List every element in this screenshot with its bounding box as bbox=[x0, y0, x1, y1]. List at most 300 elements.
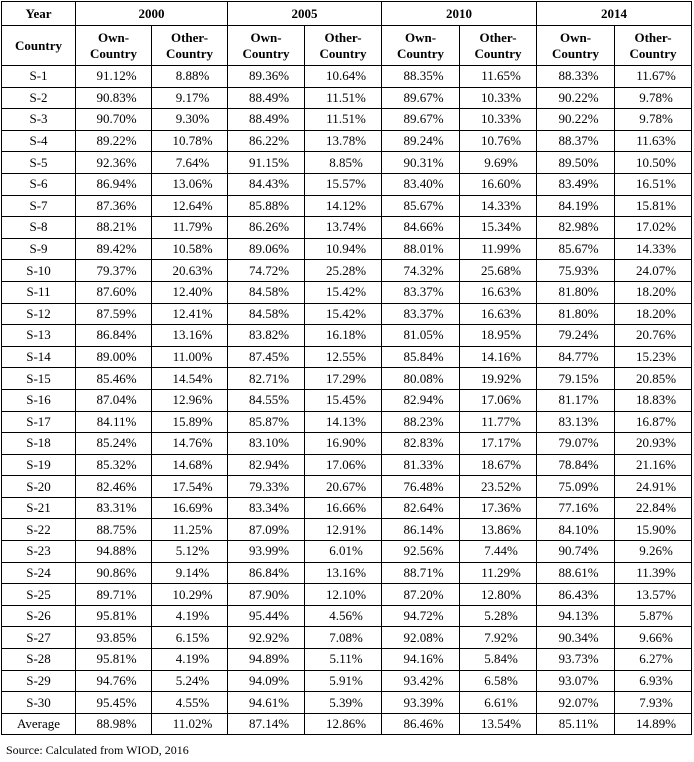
own-country-value: 83.82% bbox=[228, 325, 305, 347]
own-country-value: 83.31% bbox=[76, 497, 152, 519]
other-country-value: 17.06% bbox=[460, 389, 537, 411]
other-country-value: 11.00% bbox=[152, 346, 228, 368]
other-country-value: 10.78% bbox=[152, 130, 228, 152]
other-country-value: 17.29% bbox=[305, 368, 382, 390]
other-country-value: 12.80% bbox=[460, 584, 537, 606]
other-country-value: 10.64% bbox=[305, 66, 382, 88]
country-cell: S-30 bbox=[2, 692, 76, 714]
own-country-value: 82.64% bbox=[382, 497, 460, 519]
own-country-value: 89.00% bbox=[76, 346, 152, 368]
table-row bbox=[2, 605, 692, 627]
own-country-value: 83.37% bbox=[382, 281, 460, 303]
own-country-value: 84.11% bbox=[76, 411, 152, 433]
own-country-value: 83.10% bbox=[228, 433, 305, 455]
other-country-value: 17.17% bbox=[460, 433, 537, 455]
other-country-value: 17.02% bbox=[615, 217, 692, 239]
other-country-value: 16.66% bbox=[305, 497, 382, 519]
own-country-value: 79.15% bbox=[537, 368, 615, 390]
own-country-value: 79.24% bbox=[537, 325, 615, 347]
own-country-header: Own- Country bbox=[382, 26, 460, 66]
source-note: Source: Calculated from WIOD, 2016 bbox=[6, 743, 189, 757]
other-country-value: 12.91% bbox=[305, 519, 382, 541]
own-country-value: 86.43% bbox=[537, 584, 615, 606]
own-country-value: 89.42% bbox=[76, 238, 152, 260]
other-country-value: 15.42% bbox=[305, 281, 382, 303]
other-country-value: 7.92% bbox=[460, 627, 537, 649]
other-country-value: 9.14% bbox=[152, 562, 228, 584]
country-cell: S-1 bbox=[2, 66, 76, 88]
other-country-value: 23.52% bbox=[460, 476, 537, 498]
other-country-value: 12.40% bbox=[152, 281, 228, 303]
other-country-value: 20.93% bbox=[615, 433, 692, 455]
other-country-value: 12.10% bbox=[305, 584, 382, 606]
table-row bbox=[2, 497, 692, 519]
country-cell: S-11 bbox=[2, 281, 76, 303]
own-country-value: 92.36% bbox=[76, 152, 152, 174]
other-country-value: 13.57% bbox=[615, 584, 692, 606]
other-country-value: 17.54% bbox=[152, 476, 228, 498]
other-country-value: 6.15% bbox=[152, 627, 228, 649]
own-country-value: 90.86% bbox=[76, 562, 152, 584]
table-body bbox=[2, 66, 692, 735]
own-country-value: 88.61% bbox=[537, 562, 615, 584]
own-country-value: 85.24% bbox=[76, 433, 152, 455]
own-country-value: 84.43% bbox=[228, 173, 305, 195]
own-country-value: 87.20% bbox=[382, 584, 460, 606]
own-country-value: 84.19% bbox=[537, 195, 615, 217]
other-country-value: 20.67% bbox=[305, 476, 382, 498]
own-country-value: 81.17% bbox=[537, 389, 615, 411]
other-country-value: 14.12% bbox=[305, 195, 382, 217]
table-row bbox=[2, 519, 692, 541]
own-country-value: 87.36% bbox=[76, 195, 152, 217]
own-country-value: 87.45% bbox=[228, 346, 305, 368]
other-country-value: 20.76% bbox=[615, 325, 692, 347]
country-cell: S-12 bbox=[2, 303, 76, 325]
other-country-value: 6.61% bbox=[460, 692, 537, 714]
other-country-value: 13.06% bbox=[152, 173, 228, 195]
other-country-value: 11.39% bbox=[615, 562, 692, 584]
table-row bbox=[2, 66, 692, 88]
own-country-value: 93.42% bbox=[382, 670, 460, 692]
own-country-value: 87.14% bbox=[228, 713, 305, 735]
country-cell: S-20 bbox=[2, 476, 76, 498]
table-row bbox=[2, 109, 692, 131]
other-country-value: 15.81% bbox=[615, 195, 692, 217]
other-country-value: 15.89% bbox=[152, 411, 228, 433]
other-country-value: 14.33% bbox=[460, 195, 537, 217]
data-table bbox=[1, 1, 692, 735]
own-country-value: 88.98% bbox=[76, 713, 152, 735]
other-country-value: 14.54% bbox=[152, 368, 228, 390]
other-country-value: 11.67% bbox=[615, 66, 692, 88]
own-country-value: 83.49% bbox=[537, 173, 615, 195]
own-country-value: 93.99% bbox=[228, 541, 305, 563]
own-country-value: 90.74% bbox=[537, 541, 615, 563]
own-country-value: 88.37% bbox=[537, 130, 615, 152]
own-country-value: 85.67% bbox=[382, 195, 460, 217]
country-cell: S-4 bbox=[2, 130, 76, 152]
own-country-value: 87.90% bbox=[228, 584, 305, 606]
other-country-value: 15.23% bbox=[615, 346, 692, 368]
other-country-value: 11.25% bbox=[152, 519, 228, 541]
other-country-value: 6.93% bbox=[615, 670, 692, 692]
other-country-value: 11.99% bbox=[460, 238, 537, 260]
own-country-value: 89.22% bbox=[76, 130, 152, 152]
own-country-value: 82.46% bbox=[76, 476, 152, 498]
other-country-value: 16.90% bbox=[305, 433, 382, 455]
own-country-value: 94.89% bbox=[228, 649, 305, 671]
other-country-value: 12.86% bbox=[305, 713, 382, 735]
country-cell: S-21 bbox=[2, 497, 76, 519]
other-country-value: 16.60% bbox=[460, 173, 537, 195]
other-country-value: 9.17% bbox=[152, 87, 228, 109]
other-country-value: 9.26% bbox=[615, 541, 692, 563]
own-country-value: 86.22% bbox=[228, 130, 305, 152]
own-country-value: 80.08% bbox=[382, 368, 460, 390]
other-country-value: 11.79% bbox=[152, 217, 228, 239]
table-row bbox=[2, 476, 692, 498]
other-country-value: 7.44% bbox=[460, 541, 537, 563]
own-country-value: 88.33% bbox=[537, 66, 615, 88]
own-country-value: 85.11% bbox=[537, 713, 615, 735]
country-cell: S-5 bbox=[2, 152, 76, 174]
other-country-value: 15.90% bbox=[615, 519, 692, 541]
other-country-value: 15.45% bbox=[305, 389, 382, 411]
country-cell: S-18 bbox=[2, 433, 76, 455]
other-country-value: 20.63% bbox=[152, 260, 228, 282]
other-country-value: 25.68% bbox=[460, 260, 537, 282]
own-country-value: 83.13% bbox=[537, 411, 615, 433]
other-country-value: 13.86% bbox=[460, 519, 537, 541]
own-country-value: 83.40% bbox=[382, 173, 460, 195]
own-country-value: 93.39% bbox=[382, 692, 460, 714]
table-row bbox=[2, 649, 692, 671]
own-country-header: Own- Country bbox=[537, 26, 615, 66]
country-cell: S-26 bbox=[2, 605, 76, 627]
own-country-value: 75.93% bbox=[537, 260, 615, 282]
other-country-value: 8.88% bbox=[152, 66, 228, 88]
own-country-value: 87.04% bbox=[76, 389, 152, 411]
own-country-value: 89.36% bbox=[228, 66, 305, 88]
country-label: Country bbox=[2, 26, 76, 66]
own-country-value: 75.09% bbox=[537, 476, 615, 498]
other-country-value: 18.20% bbox=[615, 303, 692, 325]
own-country-value: 90.70% bbox=[76, 109, 152, 131]
own-country-value: 85.88% bbox=[228, 195, 305, 217]
own-country-value: 82.71% bbox=[228, 368, 305, 390]
other-country-value: 14.13% bbox=[305, 411, 382, 433]
own-country-value: 82.94% bbox=[382, 389, 460, 411]
own-country-value: 89.06% bbox=[228, 238, 305, 260]
other-country-value: 9.30% bbox=[152, 109, 228, 131]
other-country-value: 11.77% bbox=[460, 411, 537, 433]
own-country-value: 85.87% bbox=[228, 411, 305, 433]
other-country-value: 18.67% bbox=[460, 454, 537, 476]
own-country-value: 89.67% bbox=[382, 87, 460, 109]
own-country-value: 94.72% bbox=[382, 605, 460, 627]
own-country-value: 95.45% bbox=[76, 692, 152, 714]
other-country-value: 24.07% bbox=[615, 260, 692, 282]
own-country-value: 86.26% bbox=[228, 217, 305, 239]
own-country-value: 93.07% bbox=[537, 670, 615, 692]
own-country-value: 93.85% bbox=[76, 627, 152, 649]
own-country-value: 94.61% bbox=[228, 692, 305, 714]
own-country-value: 95.44% bbox=[228, 605, 305, 627]
own-country-value: 84.10% bbox=[537, 519, 615, 541]
other-country-value: 14.16% bbox=[460, 346, 537, 368]
table-row bbox=[2, 152, 692, 174]
average-row bbox=[2, 713, 692, 735]
country-cell: S-24 bbox=[2, 562, 76, 584]
own-country-header: Own- Country bbox=[228, 26, 305, 66]
other-country-value: 11.02% bbox=[152, 713, 228, 735]
own-country-value: 94.16% bbox=[382, 649, 460, 671]
other-country-value: 10.50% bbox=[615, 152, 692, 174]
own-country-value: 84.66% bbox=[382, 217, 460, 239]
own-country-value: 85.32% bbox=[76, 454, 152, 476]
own-country-value: 82.98% bbox=[537, 217, 615, 239]
other-country-value: 10.33% bbox=[460, 109, 537, 131]
other-country-value: 11.51% bbox=[305, 87, 382, 109]
country-cell: S-23 bbox=[2, 541, 76, 563]
own-country-value: 81.80% bbox=[537, 303, 615, 325]
other-country-value: 15.42% bbox=[305, 303, 382, 325]
other-country-value: 6.58% bbox=[460, 670, 537, 692]
own-country-value: 95.81% bbox=[76, 649, 152, 671]
table-row bbox=[2, 195, 692, 217]
year-header: 2014 bbox=[537, 2, 692, 26]
other-country-value: 9.66% bbox=[615, 627, 692, 649]
other-country-value: 24.91% bbox=[615, 476, 692, 498]
other-country-value: 10.94% bbox=[305, 238, 382, 260]
own-country-value: 92.08% bbox=[382, 627, 460, 649]
own-country-value: 76.48% bbox=[382, 476, 460, 498]
other-country-value: 11.51% bbox=[305, 109, 382, 131]
other-country-value: 13.54% bbox=[460, 713, 537, 735]
other-country-value: 5.84% bbox=[460, 649, 537, 671]
other-country-value: 5.39% bbox=[305, 692, 382, 714]
other-country-value: 15.57% bbox=[305, 173, 382, 195]
table-row bbox=[2, 541, 692, 563]
other-country-value: 13.16% bbox=[305, 562, 382, 584]
own-country-value: 86.94% bbox=[76, 173, 152, 195]
other-country-value: 14.33% bbox=[615, 238, 692, 260]
other-country-value: 20.85% bbox=[615, 368, 692, 390]
own-country-value: 89.50% bbox=[537, 152, 615, 174]
own-country-value: 92.56% bbox=[382, 541, 460, 563]
other-country-value: 14.89% bbox=[615, 713, 692, 735]
table-row bbox=[2, 433, 692, 455]
own-country-value: 90.22% bbox=[537, 87, 615, 109]
table-row bbox=[2, 670, 692, 692]
other-country-value: 14.76% bbox=[152, 433, 228, 455]
own-country-value: 81.33% bbox=[382, 454, 460, 476]
own-country-value: 92.92% bbox=[228, 627, 305, 649]
own-country-value: 83.34% bbox=[228, 497, 305, 519]
own-country-value: 81.80% bbox=[537, 281, 615, 303]
other-country-value: 11.29% bbox=[460, 562, 537, 584]
own-country-value: 79.37% bbox=[76, 260, 152, 282]
country-cell: S-13 bbox=[2, 325, 76, 347]
other-country-value: 12.64% bbox=[152, 195, 228, 217]
country-cell: S-7 bbox=[2, 195, 76, 217]
other-country-value: 5.91% bbox=[305, 670, 382, 692]
other-country-header: Other- Country bbox=[152, 26, 228, 66]
header-row-years bbox=[2, 2, 692, 26]
table-row bbox=[2, 130, 692, 152]
country-cell: S-2 bbox=[2, 87, 76, 109]
table-row bbox=[2, 238, 692, 260]
other-country-value: 16.51% bbox=[615, 173, 692, 195]
own-country-value: 90.22% bbox=[537, 109, 615, 131]
country-cell: S-27 bbox=[2, 627, 76, 649]
country-cell: S-8 bbox=[2, 217, 76, 239]
year-header: 2000 bbox=[76, 2, 228, 26]
own-country-header: Own- Country bbox=[76, 26, 152, 66]
own-country-value: 87.09% bbox=[228, 519, 305, 541]
other-country-value: 4.19% bbox=[152, 649, 228, 671]
other-country-value: 16.63% bbox=[460, 303, 537, 325]
own-country-value: 81.05% bbox=[382, 325, 460, 347]
other-country-value: 12.96% bbox=[152, 389, 228, 411]
own-country-value: 88.23% bbox=[382, 411, 460, 433]
own-country-value: 89.71% bbox=[76, 584, 152, 606]
own-country-value: 84.58% bbox=[228, 281, 305, 303]
other-country-header: Other- Country bbox=[460, 26, 537, 66]
own-country-value: 88.49% bbox=[228, 87, 305, 109]
own-country-value: 90.31% bbox=[382, 152, 460, 174]
own-country-value: 90.83% bbox=[76, 87, 152, 109]
table-row bbox=[2, 411, 692, 433]
other-country-value: 19.92% bbox=[460, 368, 537, 390]
table-row bbox=[2, 389, 692, 411]
own-country-value: 74.72% bbox=[228, 260, 305, 282]
table-row bbox=[2, 217, 692, 239]
own-country-value: 87.59% bbox=[76, 303, 152, 325]
other-country-header: Other- Country bbox=[615, 26, 692, 66]
own-country-value: 84.77% bbox=[537, 346, 615, 368]
own-country-value: 86.84% bbox=[76, 325, 152, 347]
own-country-value: 92.07% bbox=[537, 692, 615, 714]
country-cell: S-28 bbox=[2, 649, 76, 671]
country-cell: Average bbox=[2, 713, 76, 735]
own-country-value: 85.84% bbox=[382, 346, 460, 368]
country-cell: S-10 bbox=[2, 260, 76, 282]
own-country-value: 88.35% bbox=[382, 66, 460, 88]
other-country-value: 18.83% bbox=[615, 389, 692, 411]
other-country-value: 22.84% bbox=[615, 497, 692, 519]
own-country-value: 94.09% bbox=[228, 670, 305, 692]
other-country-value: 4.56% bbox=[305, 605, 382, 627]
own-country-value: 93.73% bbox=[537, 649, 615, 671]
country-cell: S-19 bbox=[2, 454, 76, 476]
table-row bbox=[2, 346, 692, 368]
table-row bbox=[2, 454, 692, 476]
country-cell: S-6 bbox=[2, 173, 76, 195]
other-country-value: 11.65% bbox=[460, 66, 537, 88]
other-country-value: 13.78% bbox=[305, 130, 382, 152]
own-country-value: 87.60% bbox=[76, 281, 152, 303]
other-country-value: 5.11% bbox=[305, 649, 382, 671]
other-country-value: 10.58% bbox=[152, 238, 228, 260]
other-country-value: 14.68% bbox=[152, 454, 228, 476]
own-country-value: 94.88% bbox=[76, 541, 152, 563]
other-country-value: 16.63% bbox=[460, 281, 537, 303]
table-row bbox=[2, 368, 692, 390]
header-row-subcolumns bbox=[2, 26, 692, 66]
other-country-value: 6.27% bbox=[615, 649, 692, 671]
other-country-value: 7.64% bbox=[152, 152, 228, 174]
other-country-value: 16.87% bbox=[615, 411, 692, 433]
own-country-value: 78.84% bbox=[537, 454, 615, 476]
other-country-value: 12.41% bbox=[152, 303, 228, 325]
other-country-value: 12.55% bbox=[305, 346, 382, 368]
table-row bbox=[2, 260, 692, 282]
table-row bbox=[2, 281, 692, 303]
other-country-value: 10.29% bbox=[152, 584, 228, 606]
own-country-value: 77.16% bbox=[537, 497, 615, 519]
own-country-value: 89.24% bbox=[382, 130, 460, 152]
own-country-value: 82.83% bbox=[382, 433, 460, 455]
other-country-value: 9.69% bbox=[460, 152, 537, 174]
other-country-value: 10.33% bbox=[460, 87, 537, 109]
other-country-value: 7.08% bbox=[305, 627, 382, 649]
own-country-value: 79.33% bbox=[228, 476, 305, 498]
own-country-value: 89.67% bbox=[382, 109, 460, 131]
own-country-value: 84.58% bbox=[228, 303, 305, 325]
other-country-value: 17.36% bbox=[460, 497, 537, 519]
own-country-value: 86.14% bbox=[382, 519, 460, 541]
table-row bbox=[2, 87, 692, 109]
own-country-value: 94.76% bbox=[76, 670, 152, 692]
own-country-value: 88.21% bbox=[76, 217, 152, 239]
own-country-value: 95.81% bbox=[76, 605, 152, 627]
own-country-value: 88.49% bbox=[228, 109, 305, 131]
other-country-value: 5.87% bbox=[615, 605, 692, 627]
other-country-value: 18.20% bbox=[615, 281, 692, 303]
other-country-header: Other- Country bbox=[305, 26, 382, 66]
other-country-value: 13.74% bbox=[305, 217, 382, 239]
country-cell: S-14 bbox=[2, 346, 76, 368]
own-country-value: 85.67% bbox=[537, 238, 615, 260]
other-country-value: 7.93% bbox=[615, 692, 692, 714]
other-country-value: 11.63% bbox=[615, 130, 692, 152]
other-country-value: 6.01% bbox=[305, 541, 382, 563]
own-country-value: 88.71% bbox=[382, 562, 460, 584]
table-row bbox=[2, 692, 692, 714]
table-row bbox=[2, 562, 692, 584]
country-cell: S-25 bbox=[2, 584, 76, 606]
other-country-value: 15.34% bbox=[460, 217, 537, 239]
own-country-value: 74.32% bbox=[382, 260, 460, 282]
own-country-value: 91.12% bbox=[76, 66, 152, 88]
country-cell: S-15 bbox=[2, 368, 76, 390]
other-country-value: 9.78% bbox=[615, 87, 692, 109]
other-country-value: 25.28% bbox=[305, 260, 382, 282]
table-row bbox=[2, 584, 692, 606]
country-cell: S-9 bbox=[2, 238, 76, 260]
other-country-value: 18.95% bbox=[460, 325, 537, 347]
table-row bbox=[2, 303, 692, 325]
other-country-value: 5.12% bbox=[152, 541, 228, 563]
other-country-value: 5.28% bbox=[460, 605, 537, 627]
other-country-value: 10.76% bbox=[460, 130, 537, 152]
own-country-value: 88.75% bbox=[76, 519, 152, 541]
own-country-value: 94.13% bbox=[537, 605, 615, 627]
country-cell: S-3 bbox=[2, 109, 76, 131]
table-row bbox=[2, 325, 692, 347]
